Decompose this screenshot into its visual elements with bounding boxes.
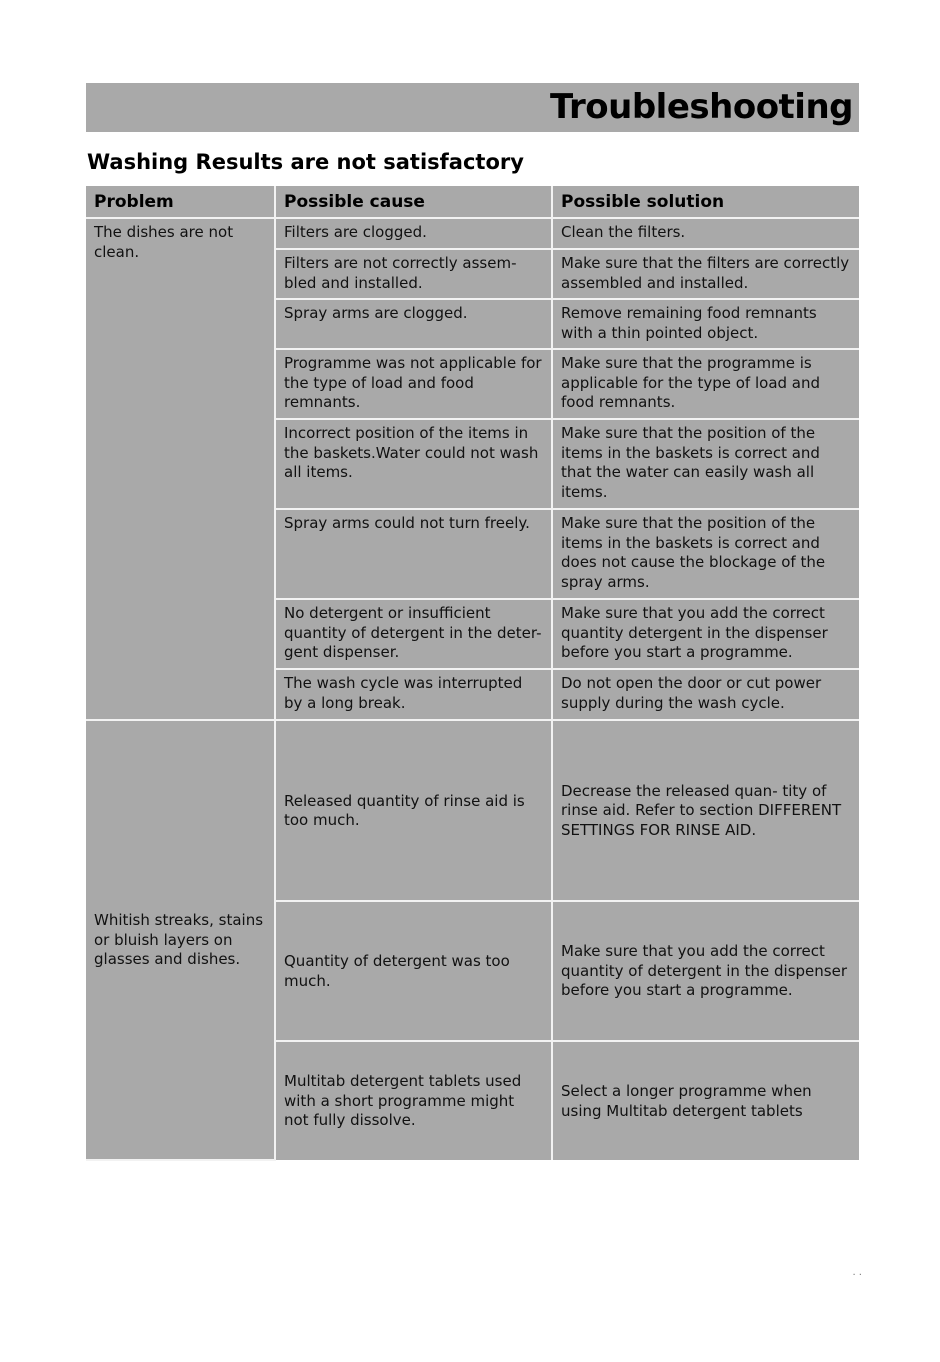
page-mark: · ·: [852, 1270, 862, 1281]
table-row: [86, 218, 859, 249]
solution-cell: Remove remaining food remnants with a thin pointed object.: [552, 299, 859, 349]
table-header-row: [86, 186, 859, 218]
header-possible-cause: Possible cause: [275, 186, 552, 218]
header-problem: Problem: [86, 186, 275, 218]
problem-cell: Whitish streaks, stains or bluish layers on glasses and dishes.: [86, 720, 275, 1160]
solution-cell: Make sure that the position of the items in the baskets is correct and that the water can easily wash all items.: [552, 419, 859, 509]
cause-cell: Filters are not correctly assem- bled and installed.: [275, 249, 552, 299]
cause-cell: Multitab detergent tablets used with a short programme might not fully dissolve.: [275, 1041, 552, 1160]
page-title: Troubleshooting: [550, 87, 853, 127]
cause-cell: Filters are clogged.: [275, 218, 552, 249]
solution-cell: Make sure that the position of the items in the baskets is correct and does not cause the blockage of the spray arms.: [552, 509, 859, 599]
solution-cell: Make sure that you add the correct quantity of detergent in the dispenser before you start a programme.: [552, 901, 859, 1041]
solution-cell: Do not open the door or cut power supply during the wash cycle.: [552, 669, 859, 720]
solution-cell: Make sure that you add the correct quantity detergent in the dispenser before you start a programme.: [552, 599, 859, 669]
table-row: [86, 720, 859, 901]
cause-cell: Quantity of detergent was too much.: [275, 901, 552, 1041]
cause-cell: The wash cycle was interrupted by a long break.: [275, 669, 552, 720]
cause-cell: Released quantity of rinse aid is too much.: [275, 720, 552, 901]
header-possible-solution: Possible solution: [552, 186, 859, 218]
solution-cell: Decrease the released quan- tity of rinse aid. Refer to section DIFFERENT SETTINGS FOR RINSE AID.: [552, 720, 859, 901]
cause-cell: Programme was not applicable for the type of load and food remnants.: [275, 349, 552, 419]
cause-cell: Spray arms are clogged.: [275, 299, 552, 349]
section-title: Washing Results are not satisfactory: [87, 150, 524, 174]
solution-cell: Select a longer programme when using Multitab detergent tablets: [552, 1041, 859, 1160]
cause-cell: No detergent or insufficient quantity of detergent in the deter- gent dispenser.: [275, 599, 552, 669]
solution-cell: Clean the filters.: [552, 218, 859, 249]
solution-cell: Make sure that the programme is applicable for the type of load and food remnants.: [552, 349, 859, 419]
cause-cell: Incorrect position of the items in the baskets.Water could not wash all items.: [275, 419, 552, 509]
solution-cell: Make sure that the filters are correctly assembled and installed.: [552, 249, 859, 299]
troubleshooting-table: [86, 186, 859, 1161]
problem-cell: The dishes are not clean.: [86, 218, 275, 720]
header-band: [86, 83, 859, 132]
cause-cell: Spray arms could not turn freely.: [275, 509, 552, 599]
